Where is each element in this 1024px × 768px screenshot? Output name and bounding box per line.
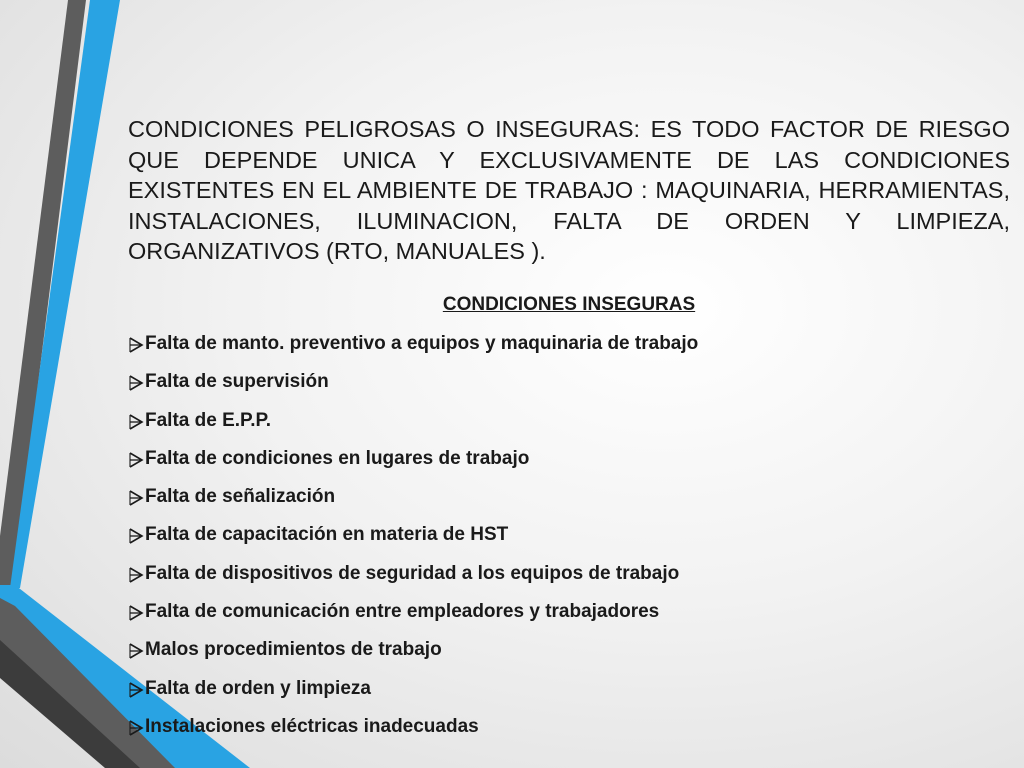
list-item-label: Instalaciones eléctricas inadecuadas	[145, 715, 479, 737]
list-item	[128, 678, 1008, 716]
list-item	[128, 601, 1008, 639]
arrow-bullet-icon	[128, 718, 145, 738]
arrow-bullet-icon	[128, 373, 145, 393]
list-item-label: Falta de condiciones en lugares de trabajo	[145, 447, 530, 469]
list-item	[128, 333, 1008, 371]
list-item-label: Falta de capacitación en materia de HST	[145, 524, 509, 546]
list-item	[128, 486, 1008, 524]
arrow-bullet-icon	[128, 641, 145, 661]
arrow-bullet-icon	[128, 565, 145, 585]
arrow-bullet-icon	[128, 680, 145, 700]
list-item-label: Falta de manto. preventivo a equipos y maquinaria de trabajo	[145, 333, 699, 354]
arrow-bullet-icon	[128, 450, 145, 470]
list-item	[128, 371, 1008, 409]
list-item	[128, 448, 1008, 486]
definition-paragraph: CONDICIONES PELIGROSAS O INSEGURAS: ES TODO FACTOR DE RIESGO QUE DEPENDE UNICA Y EXCLUSIVAMENTE DE LAS CONDICIONES EXISTENTES EN EL AMBIENTE DE TRABAJO : MAQUINARIA, HERRAMIENTAS, INSTALACIONES, ILUMINACION, FALTA DE ORDEN Y LIMPIEZA, ORGANIZATIVOS (RTO, MANUALES ).	[128, 116, 1010, 264]
list-item	[128, 410, 1008, 448]
list-item-label: Falta de supervisión	[145, 371, 329, 393]
list-item-label: Falta de señalización	[145, 486, 336, 508]
arrow-bullet-icon	[128, 335, 145, 355]
unsafe-conditions-list	[128, 333, 1008, 754]
list-item	[128, 563, 1008, 601]
gray-band-top	[0, 0, 86, 600]
list-item	[128, 716, 1008, 754]
list-item-label: Falta de orden y limpieza	[145, 677, 371, 699]
list-item	[128, 639, 1008, 677]
list-item-label: Falta de comunicación entre empleadores y trabajadores	[145, 601, 660, 623]
list-item-label: Falta de E.P.P.	[145, 409, 272, 431]
arrow-bullet-icon	[128, 488, 145, 508]
arrow-bullet-icon	[128, 412, 145, 432]
arrow-bullet-icon	[128, 526, 145, 546]
list-item-label: Malos procedimientos de trabajo	[145, 639, 442, 661]
section-title: CONDICIONES INSEGURAS	[442, 294, 696, 315]
list-item-label: Falta de dispositivos de seguridad a los equipos de trabajo	[145, 562, 680, 584]
arrow-bullet-icon	[128, 603, 145, 623]
list-item	[128, 524, 1008, 562]
